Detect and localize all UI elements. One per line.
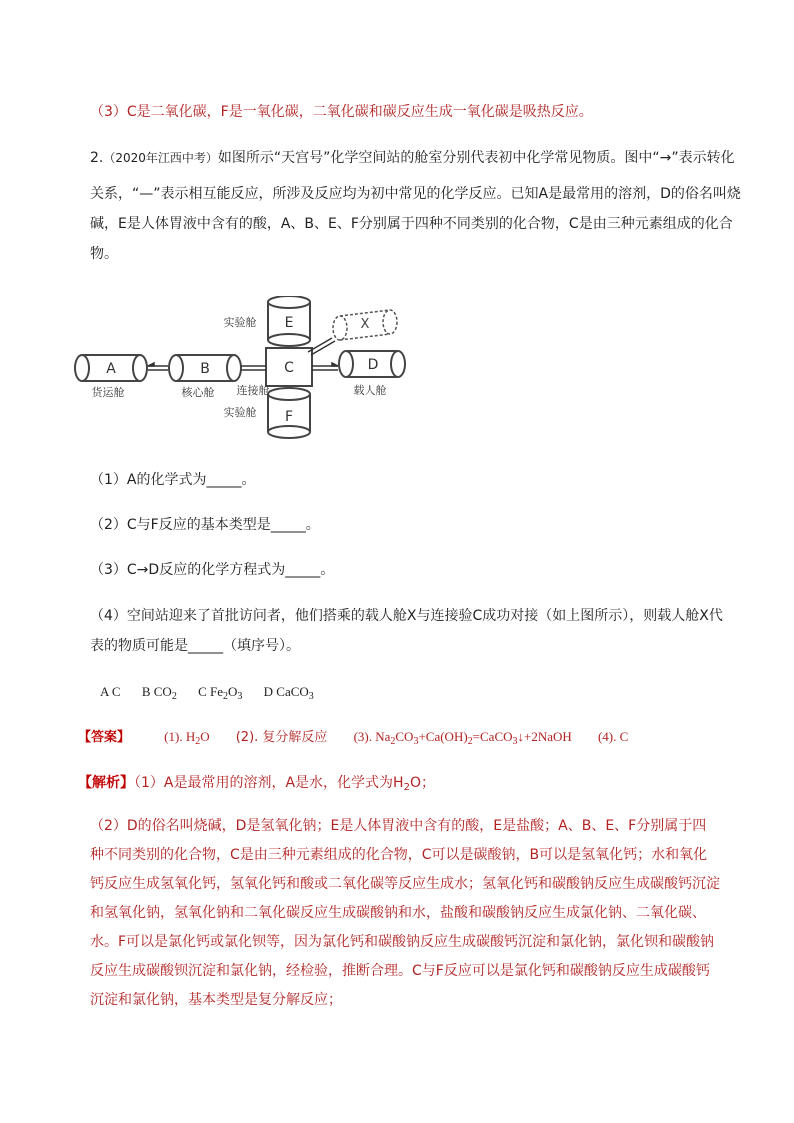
module-d: D (367, 357, 379, 373)
label-cargo-module: 货运舱 (91, 386, 125, 399)
sub-question-4-line-2: 表的物质可能是_____（填序号）。 (90, 638, 300, 654)
sub-question-4-line-1: （4）空间站迎来了首批访问者，他们搭乘的载人舱X与连接验C成功对接（如上图所示），则载人舱X代 (90, 608, 723, 624)
analysis-label: 【解析】 (78, 775, 134, 791)
question-stem-line-1 (90, 148, 735, 168)
answer-row (78, 727, 650, 752)
option-d: D CaCO$_3$ (263, 684, 314, 702)
option-c: C $Fe_2O_3$ (198, 684, 243, 702)
analysis-part-1: （1）A是最常用的溶剂，A是水，化学式为$H_2O$； (134, 775, 435, 793)
answer-label: 【答案】 (78, 730, 131, 745)
label-lab-module-f: 实验舱 (223, 406, 257, 419)
module-b: B (200, 361, 210, 377)
option-b: B $CO_2$ (141, 684, 177, 702)
module-a: A (106, 361, 116, 377)
option-a: A C (100, 684, 121, 699)
label-core-module: 核心舱 (181, 386, 215, 399)
question-stem-line-3: 碱，E是人体胃液中含有的酸，A、B、E、F分别属于四种不同类别的化合物，C是由三种元素组成的化合 (90, 216, 733, 232)
module-x: X (360, 317, 370, 332)
question-number: 2. (90, 150, 104, 166)
previous-answer-3: （3）C是二氧化碳，F是一氧化碳，二氧化碳和碳反应生成一氧化碳是吸热反应。 (90, 104, 593, 120)
module-c: C (284, 360, 294, 376)
analysis-part-2: （2）D的俗名叫烧碱，D是氢氧化钠；E是人体胃液中含有的酸，E是盐酸；A、B、E、F分别属于四种不同类别的化合物，C是由三种元素组成的化合物，C可以是碳酸钠，B可以是氢氧化钙；水和氧化钙反应生成氢氧化钙，氢氧化钙和酸或二氧化碳等反应生成水；氢氧化钙和碳酸钠反应生成碳酸钙沉淀和氢氧化钠，氢氧化钠和二氧化碳反应生成碳酸钠和水，盐酸和碳酸钠反应生成氯化钠、二氧化碳、水。F可以是氯化钙或氯化钡等，因为氯化钙和碳酸钠反应生成碳酸钙沉淀和氯化钠，氯化钡和碳酸钠反应生成碳酸钡沉淀和氯化钠，经检验，推断合理。C与F反应可以是氯化钙和碳酸钠反应生成碳酸钙沉淀和氯化钠，基本类型是复分解反应； (90, 818, 720, 1008)
label-connection-module: 连接舱 (236, 384, 270, 397)
question-stem-1: 如图所示“天宫号”化学空间站的舱室分别代表初中化学常见物质。图中“→”表示转化 (217, 150, 735, 166)
space-station-diagram (68, 296, 428, 446)
module-e: E (284, 315, 294, 331)
answer-4: (4). C (597, 729, 629, 744)
analysis-line-1 (78, 773, 435, 798)
question-stem-line-4: 物。 (90, 246, 118, 262)
label-lab-module-e: 实验舱 (223, 316, 257, 329)
answer-3: (3). $Na_2CO_3+Ca(OH)_2=CaCO_3↓+2NaOH$ (353, 729, 572, 747)
module-f: F (284, 409, 294, 425)
label-manned-module: 载人舱 (353, 384, 387, 397)
options-row (100, 682, 332, 707)
question-source: （2020年江西中考） (103, 151, 218, 165)
answer-2: (2). 复分解反应 (235, 730, 328, 745)
question-stem-line-2: 关系，“—”表示相互能反应，所涉及反应均为初中常见的化学反应。已知A是最常用的溶剂，D的俗名叫烧 (90, 186, 741, 202)
sub-question-3: （3）C→D反应的化学方程式为_____。 (90, 562, 335, 578)
sub-question-2: （2）C与F反应的基本类型是_____。 (90, 517, 320, 533)
answer-1: (1). $H_2O$ (164, 729, 210, 747)
sub-question-1: （1）A的化学式为_____。 (90, 472, 256, 488)
